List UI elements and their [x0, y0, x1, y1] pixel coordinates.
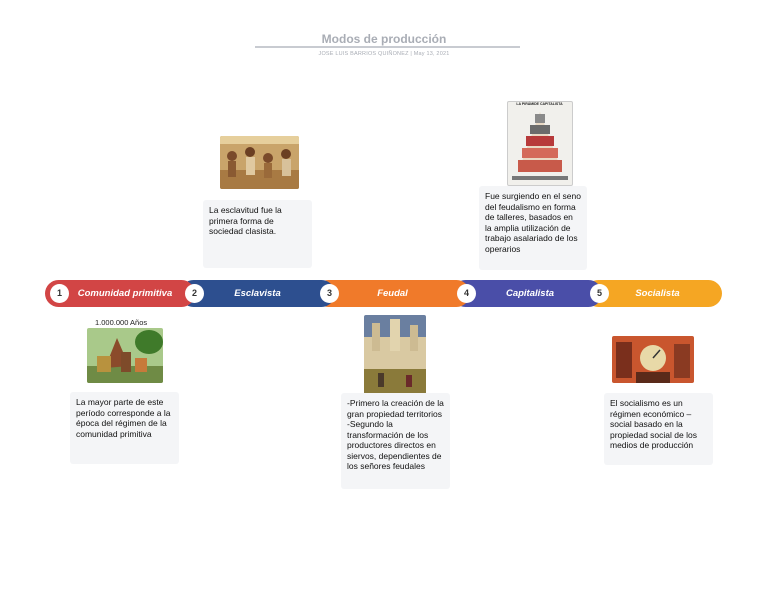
timeline-number-2: 2 — [185, 284, 204, 303]
page-title: Modos de producción — [321, 32, 447, 46]
feudal-card — [341, 393, 450, 489]
title-divider — [255, 46, 520, 48]
esclavista-text: La esclavitud fue la primera forma de sociedad clasista. — [209, 205, 282, 236]
primitiva-card — [70, 392, 179, 464]
timeline-number-4: 4 — [457, 284, 476, 303]
primitiva-text: La mayor parte de este período corresponde a la época del régimen de la comunidad primitiva — [76, 397, 171, 439]
timeline-number-3: 3 — [320, 284, 339, 303]
timeline-number-1: 1 — [50, 284, 69, 303]
feudal-text: -Primero la creación de la gran propiedad territorios -Segundo la transformación de los productores directos en siervos, dependientes de los señores feudales — [347, 398, 444, 471]
socialista-text: El socialismo es un régimen económico – social basado en la propiedad social de los medios de producción — [610, 398, 697, 450]
capitalista-text: Fue surgiendo en el seno del feudalismo en forma de talleres, basados en la amplia utilización de trabajo asalariado de los operarios — [485, 191, 581, 254]
feudal-image — [364, 315, 426, 394]
year-label: 1.000.000 Años — [95, 318, 148, 327]
timeline-label-5: Socialista — [635, 288, 680, 299]
timeline-label-4: Capitalista — [505, 288, 555, 299]
socialista-card — [604, 393, 713, 465]
timeline-label-2: Esclavista — [234, 288, 281, 299]
timeline-label-3: Feudal — [377, 288, 408, 299]
esclavista-card — [203, 200, 312, 268]
timeline-number-5: 5 — [590, 284, 609, 303]
capitalista-image — [507, 101, 573, 186]
esclavista-image — [220, 136, 299, 189]
capitalista-card — [479, 186, 587, 270]
socialista-image — [612, 336, 694, 383]
timeline-label-1: Comunidad primitiva — [77, 288, 173, 299]
capitalista-image-caption: LA PIRÁMIDE CAPITALISTA — [516, 102, 563, 106]
timeline-bar — [45, 280, 722, 307]
page-subtitle: JOSE LUIS BARRIOS QUIÑONEZ | May 13, 2021 — [318, 51, 450, 57]
primitiva-image — [87, 328, 163, 383]
